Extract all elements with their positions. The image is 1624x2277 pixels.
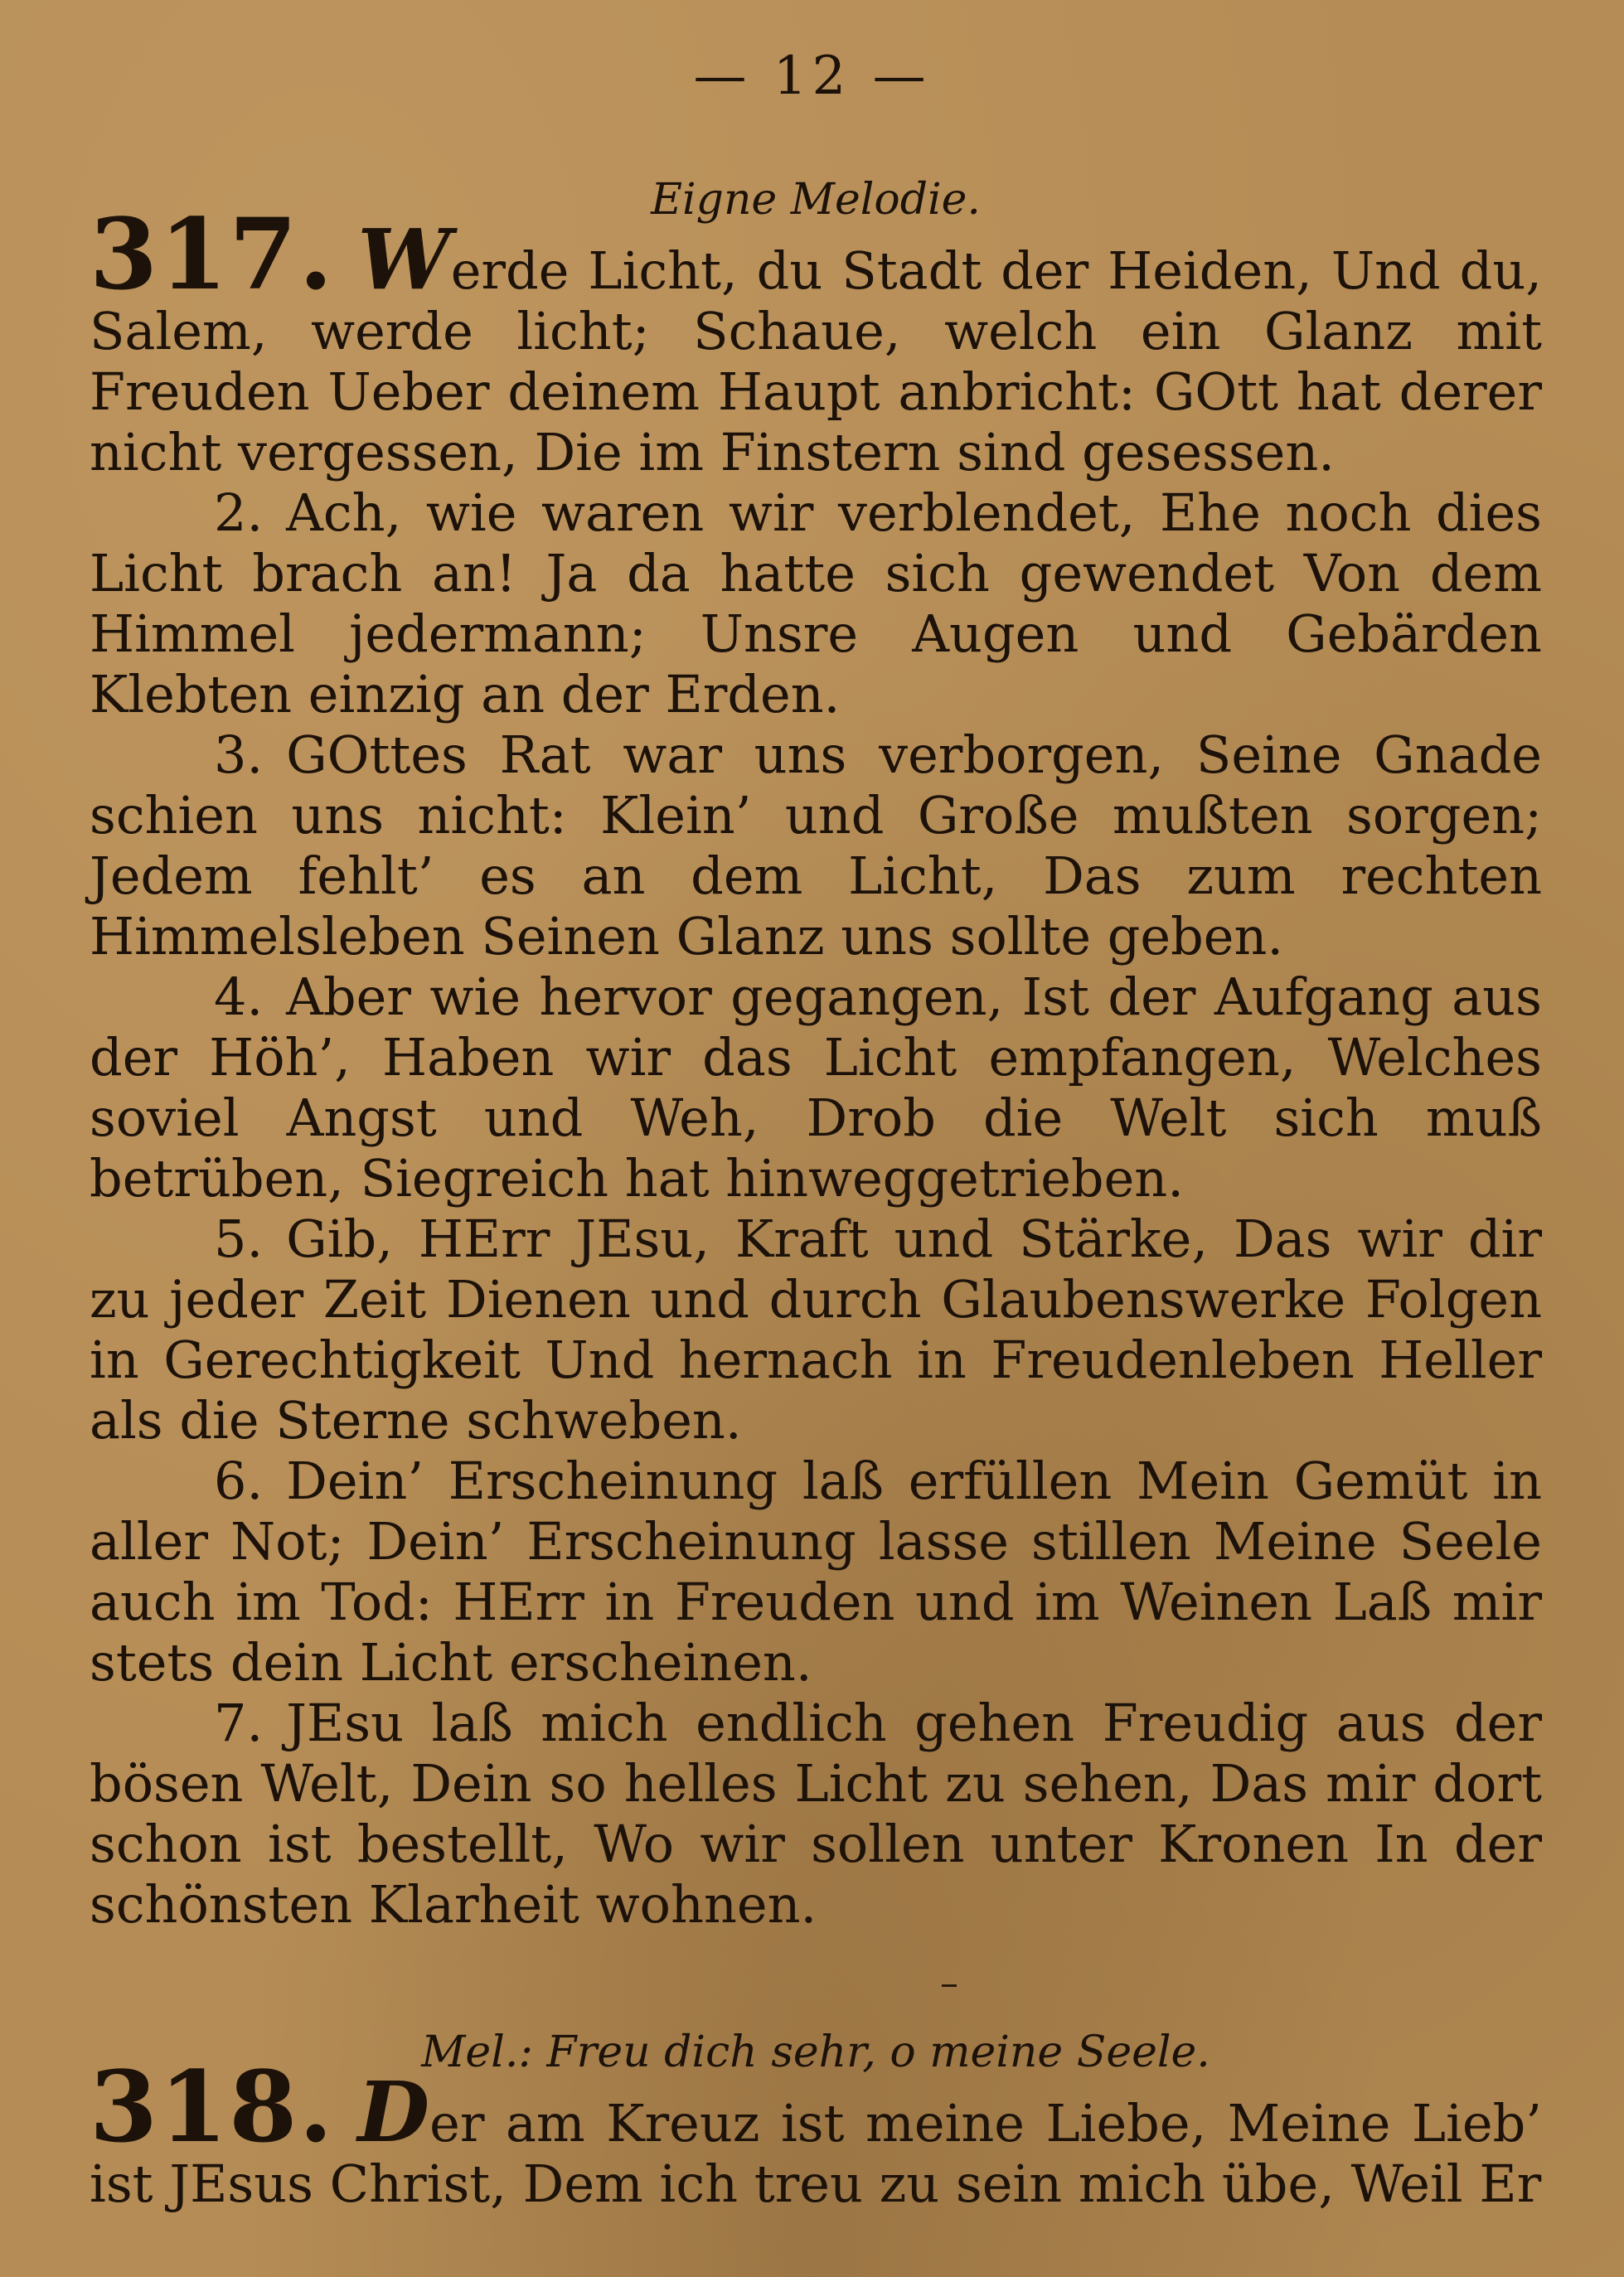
page-number: — 12 — <box>693 46 931 107</box>
verse-number: 4. <box>214 967 264 1027</box>
verse-text: Aber wie hervor gegangen, Ist der Aufgang aus der Höh’, Haben wir das Licht empfangen, Welches soviel Angst und Weh, Drob die Welt sich muß betrüben, Siegreich hat hinweggetrieben. <box>90 967 1542 1209</box>
verse-text: erde Licht, du Stadt der Heiden, Und du, Salem, werde licht; Schaue, welch ein Glanz mit Freuden Ueber deinem Haupt anbricht: GOtt hat derer nicht vergessen, Die im Finstern sind gesessen. <box>90 240 1542 482</box>
hymn-number: 318. <box>90 2049 335 2164</box>
verse-number: 7. <box>214 1693 264 1753</box>
section-divider <box>942 1984 957 1987</box>
verse-text: JEsu laß mich endlich gehen Freudig aus der bösen Welt, Dein so helles Licht zu sehen, Das mir dort schon ist bestellt, Wo wir sollen unter Kronen In der schönsten Klarheit wohnen. <box>90 1693 1542 1935</box>
verse-number: 2. <box>214 482 264 543</box>
verse-text: GOttes Rat war uns verborgen, Seine Gnade schien uns nicht: Klein’ und Große mußten sorgen; Jedem fehlt’ es an dem Licht, Das zum rechten Himmelsleben Seinen Glanz uns sollte geben. <box>90 724 1542 967</box>
verse-number: 5. <box>214 1209 264 1269</box>
hymn-318 <box>90 2023 1542 2214</box>
drop-cap: D <box>357 2063 430 2161</box>
melody-line: Eigne Melodie. <box>651 175 981 225</box>
verse-text: Gib, HErr JEsu, Kraft und Stärke, Das wir dir zu jeder Zeit Dienen und durch Glaubenswerke Folgen in Gerechtigkeit Und hernach in Freudenleben Heller als die Sterne schweben. <box>90 1209 1542 1451</box>
verse-text: Ach, wie waren wir verblendet, Ehe noch dies Licht brach an! Ja da hatte sich gewendet Von dem Himmel jedermann; Unsre Augen und Gebärden Klebten einzig an der Erden. <box>90 482 1542 724</box>
hymn-number: 317. <box>90 196 335 312</box>
verse-7 <box>90 1693 1542 1935</box>
verse-text: er am Kreuz ist meine Liebe, Meine Lieb’ ist JEsus Christ, Dem ich treu zu sein mich übe, Weil Er <box>90 2093 1542 2214</box>
drop-cap: W <box>357 211 451 308</box>
verse-number: 6. <box>214 1451 264 1511</box>
verse-2 <box>90 482 1542 724</box>
melody-line: Mel.: Freu dich sehr, o meine Seele. <box>421 2027 1210 2077</box>
verse-text: Dein’ Erscheinung laß erfüllen Mein Gemüt in aller Not; Dein’ Erscheinung lasse stillen Meine Seele auch im Tod: HErr in Freuden und im Weinen Laß mir stets dein Licht erscheinen. <box>90 1451 1542 1693</box>
verse-3 <box>90 724 1542 967</box>
verse-6 <box>90 1451 1542 1693</box>
verse-5 <box>90 1209 1542 1451</box>
verse-4 <box>90 967 1542 1209</box>
verse-number: 3. <box>214 724 264 785</box>
hymn-317 <box>90 170 1542 1935</box>
